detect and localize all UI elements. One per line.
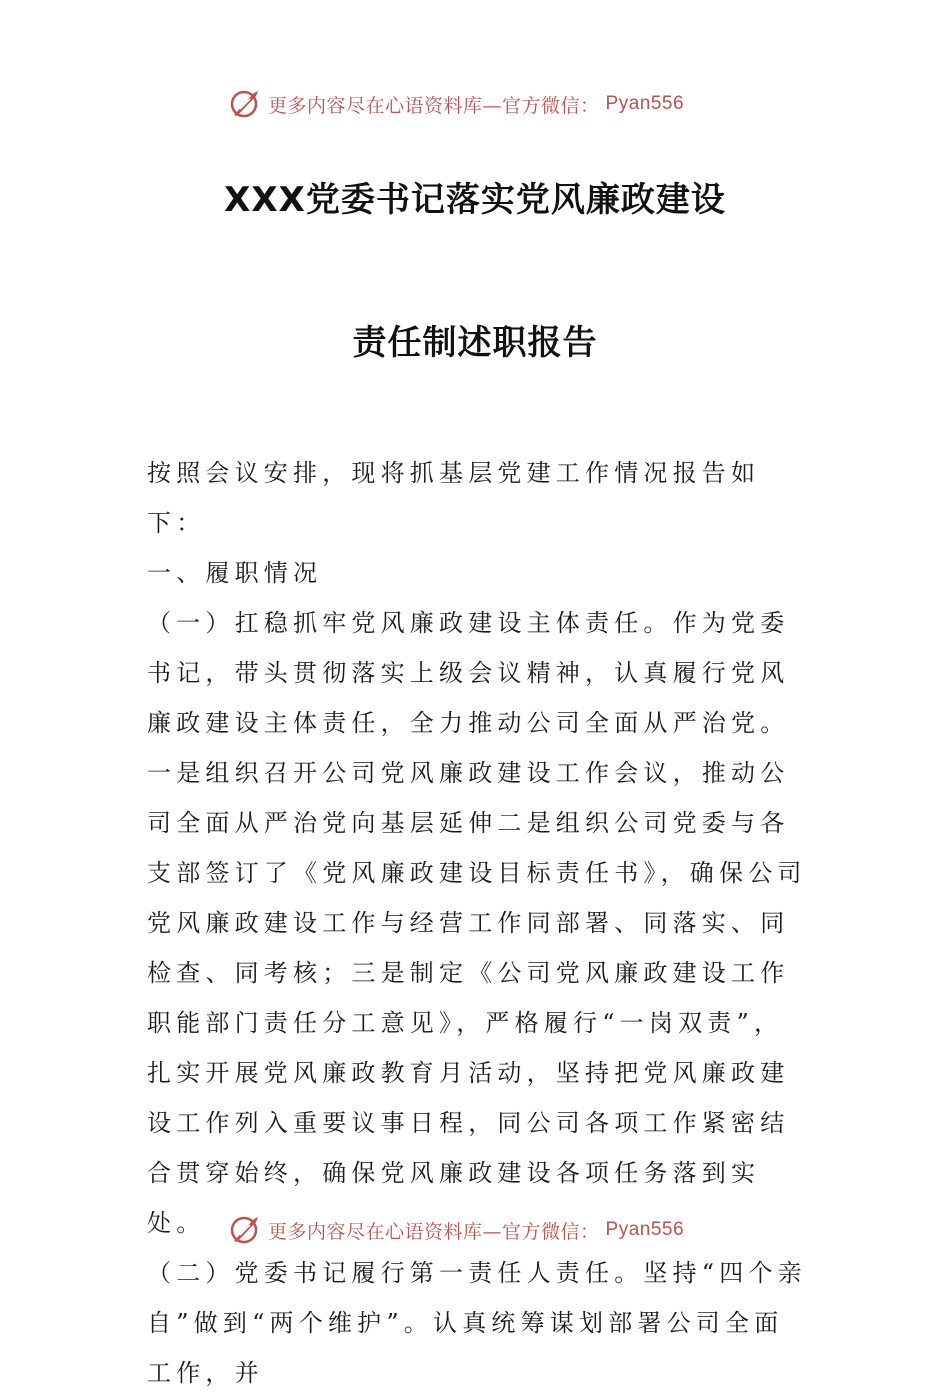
quill-logo-icon [228,1213,262,1247]
watermark-text: 更多内容尽在心语资料库—官方微信： [268,94,600,117]
document-body [147,448,807,1398]
watermark-wechat-id: Pyan556 [605,93,685,114]
body-paragraph: （二）党委书记履行第一责任人责任。坚持“四个亲自”做到“两个维护”。认真统筹谋划部署公司全面工作，并 [147,1259,807,1387]
document-title-line-2: 责任制述职报告 [352,323,598,363]
section-heading: 一、履职情况 [147,559,323,587]
document-title-line-1: XXX党委书记落实党风廉政建设 [224,180,726,220]
watermark-footer [228,1210,728,1250]
watermark-text: 更多内容尽在心语资料库—官方微信： [268,1220,600,1243]
watermark-header [228,84,728,124]
body-paragraph: （一）扛稳抓牢党风廉政建设主体责任。作为党委书记，带头贯彻落实上级会议精神，认真履行党风廉政建设主体责任，全力推动公司全面从严治党。一是组织召开公司党风廉政建设工作会议，推动公司全面从严治党向基层延伸二是组织公司党委与各支部签订了《党风廉政建设目标责任书》，确保公司党风廉政建设工作与经营工作同部署、同落实、同检查、同考核；三是制定《公司党风廉政建设工作职能部门责任分工意见》，严格履行“一岗双责”，扎实开展党风廉政教育月活动，坚持把党风廉政建设工作列入重要议事日程，同公司各项工作紧密结合贯穿始终，确保党风廉政建设各项任务落到实处。 [147,609,807,1237]
intro-paragraph: 按照会议安排，现将抓基层党建工作情况报告如下： [147,459,761,537]
quill-logo-icon [228,87,262,121]
watermark-wechat-id: Pyan556 [605,1219,685,1240]
